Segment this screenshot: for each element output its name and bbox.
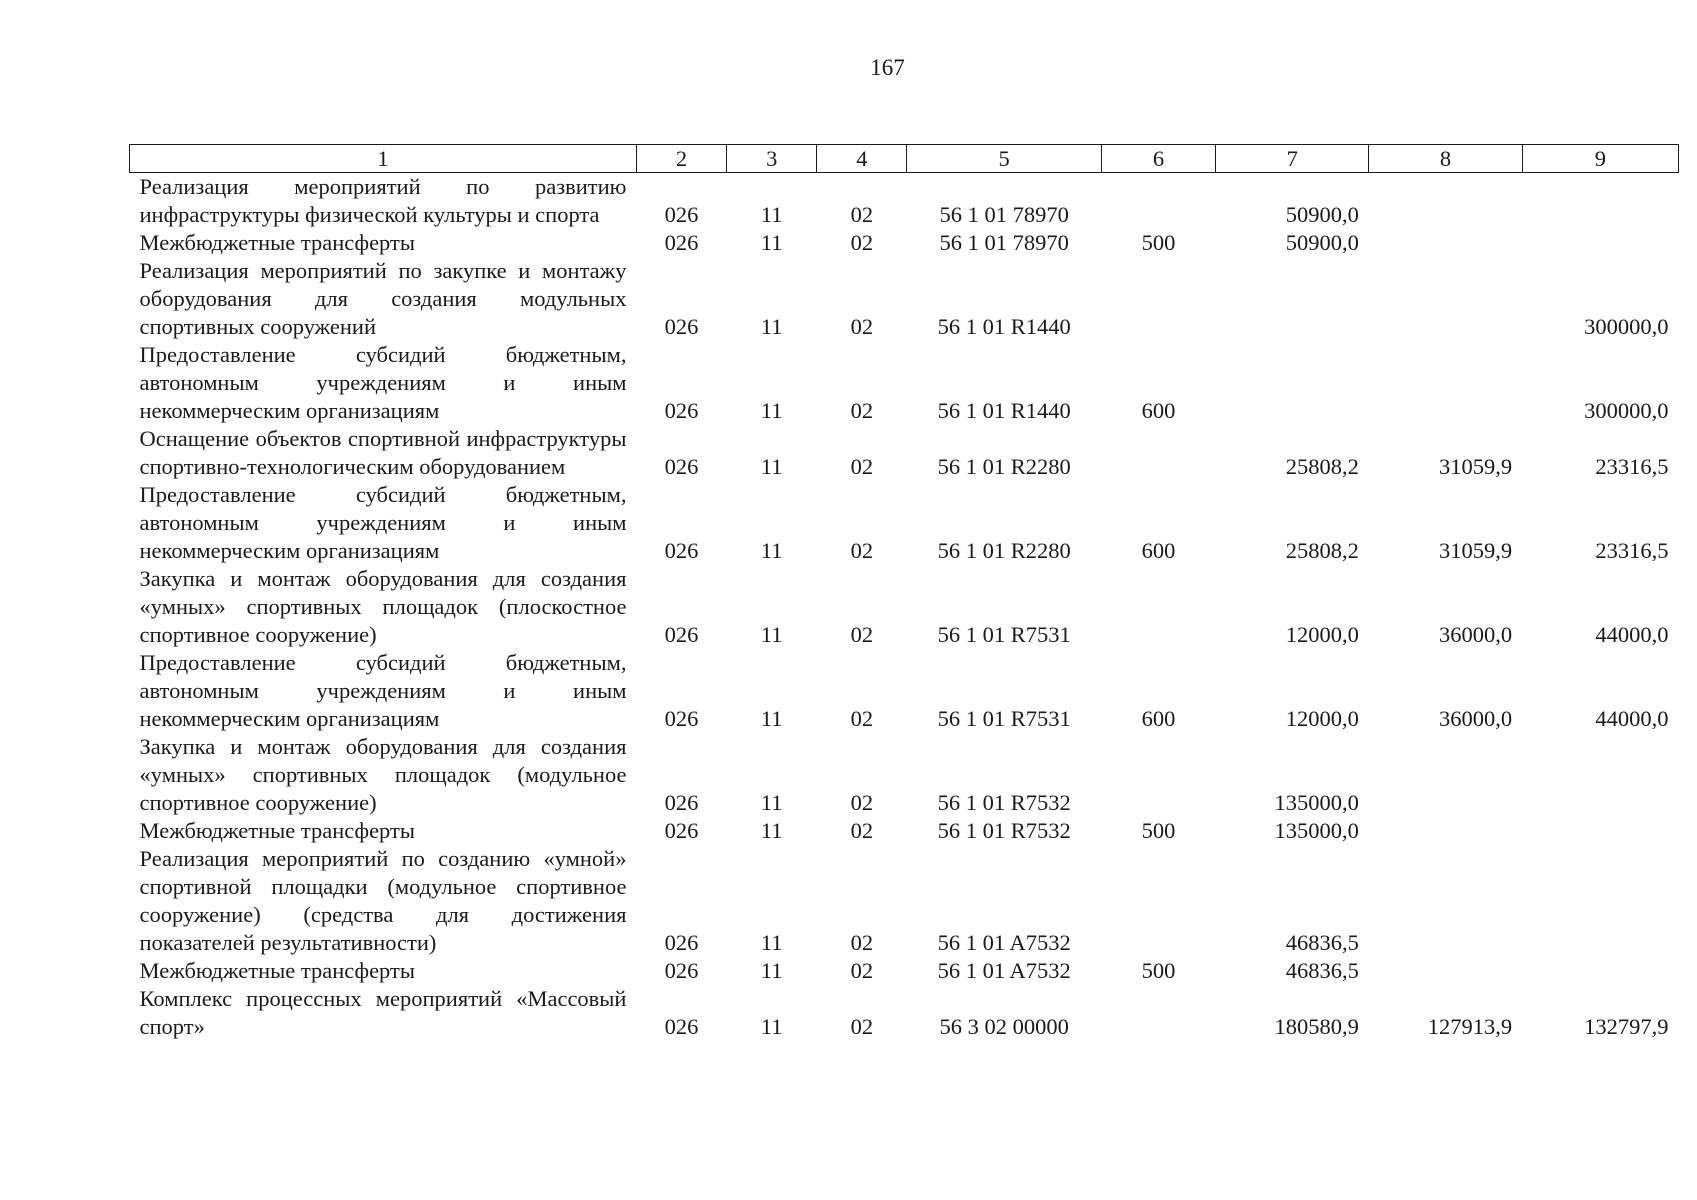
cell-col-8 xyxy=(1369,341,1522,425)
cell-col-3: 11 xyxy=(760,202,783,227)
cell-col-2: 026 xyxy=(664,454,699,479)
cell-col-4: 02 xyxy=(850,1014,874,1039)
cell-col-4: 02 xyxy=(850,818,874,843)
cell-col-5: 56 1 01 A7532 xyxy=(937,958,1071,983)
cell-col-6 xyxy=(1101,425,1215,481)
row-name: Комплекс процессных мероприятий «Массовый спорт» xyxy=(139,986,627,1039)
cell-col-4: 02 xyxy=(850,538,874,563)
table-row xyxy=(130,425,1679,481)
table-row xyxy=(130,257,1679,341)
table-body xyxy=(130,173,1679,1042)
cell-col-9: 300000,0 xyxy=(1584,314,1669,339)
cell-col-3: 11 xyxy=(760,790,783,815)
cell-col-8: 36000,0 xyxy=(1439,706,1513,731)
cell-col-6: 600 xyxy=(1141,538,1176,563)
cell-col-5: 56 1 01 78970 xyxy=(939,202,1069,227)
cell-col-8 xyxy=(1369,817,1522,845)
cell-col-6 xyxy=(1101,257,1215,341)
cell-col-3: 11 xyxy=(760,622,783,647)
cell-col-4: 02 xyxy=(850,454,874,479)
cell-col-7: 46836,5 xyxy=(1285,958,1359,983)
cell-col-3: 11 xyxy=(760,314,783,339)
cell-col-8: 31059,9 xyxy=(1439,454,1513,479)
cell-col-7: 12000,0 xyxy=(1285,622,1359,647)
table-row xyxy=(130,985,1679,1041)
cell-col-3: 11 xyxy=(760,958,783,983)
cell-col-7: 135000,0 xyxy=(1274,818,1359,843)
cell-col-7: 180580,9 xyxy=(1274,1014,1359,1039)
cell-col-5: 56 1 01 78970 xyxy=(939,230,1069,255)
cell-col-6: 600 xyxy=(1141,706,1176,731)
cell-col-3: 11 xyxy=(760,1014,783,1039)
column-header-6: 6 xyxy=(1101,145,1215,173)
cell-col-5: 56 1 01 R1440 xyxy=(937,398,1071,423)
cell-col-5: 56 1 01 R2280 xyxy=(937,538,1071,563)
cell-col-8 xyxy=(1369,257,1522,341)
cell-col-6 xyxy=(1101,985,1215,1041)
cell-col-8 xyxy=(1369,173,1522,230)
cell-col-2: 026 xyxy=(664,230,699,255)
cell-col-6 xyxy=(1101,845,1215,957)
column-header-5: 5 xyxy=(907,145,1101,173)
cell-col-2: 026 xyxy=(664,1014,699,1039)
cell-col-2: 026 xyxy=(664,202,699,227)
cell-col-2: 026 xyxy=(664,622,699,647)
cell-col-8 xyxy=(1369,957,1522,985)
cell-col-7 xyxy=(1216,257,1369,341)
row-name: Предоставление субсидий бюджетным, автономным учреждениям и иным некоммерческим организациям xyxy=(139,650,627,731)
column-header-1: 1 xyxy=(130,145,637,173)
cell-col-4: 02 xyxy=(850,930,874,955)
header-row xyxy=(130,145,1679,173)
table-row xyxy=(130,649,1679,733)
cell-col-5: 56 1 01 R7532 xyxy=(937,818,1071,843)
cell-col-4: 02 xyxy=(850,622,874,647)
table-row xyxy=(130,173,1679,230)
cell-col-7: 12000,0 xyxy=(1285,706,1359,731)
cell-col-6: 500 xyxy=(1141,958,1176,983)
cell-col-7: 46836,5 xyxy=(1285,930,1359,955)
row-name: Межбюджетные трансферты xyxy=(139,958,415,983)
cell-col-9 xyxy=(1522,229,1678,257)
cell-col-5: 56 1 01 R2280 xyxy=(937,454,1071,479)
cell-col-8: 36000,0 xyxy=(1439,622,1513,647)
cell-col-4: 02 xyxy=(850,790,874,815)
budget-table xyxy=(129,144,1679,1041)
table-row xyxy=(130,817,1679,845)
cell-col-8 xyxy=(1369,229,1522,257)
row-name: Предоставление субсидий бюджетным, автономным учреждениям и иным некоммерческим организациям xyxy=(139,482,627,563)
cell-col-2: 026 xyxy=(664,706,699,731)
column-header-7: 7 xyxy=(1216,145,1369,173)
cell-col-7 xyxy=(1216,341,1369,425)
cell-col-6: 500 xyxy=(1141,230,1176,255)
page-number: 167 xyxy=(870,55,905,80)
cell-col-8: 127913,9 xyxy=(1427,1014,1513,1039)
table-row xyxy=(130,341,1679,425)
row-name: Межбюджетные трансферты xyxy=(139,230,415,255)
cell-col-3: 11 xyxy=(760,454,783,479)
cell-col-7: 50900,0 xyxy=(1285,202,1359,227)
cell-col-2: 026 xyxy=(664,790,699,815)
cell-col-7: 135000,0 xyxy=(1274,790,1359,815)
cell-col-9 xyxy=(1522,957,1678,985)
cell-col-5: 56 1 01 R1440 xyxy=(937,314,1071,339)
cell-col-4: 02 xyxy=(850,398,874,423)
cell-col-9: 23316,5 xyxy=(1595,454,1669,479)
row-name: Предоставление субсидий бюджетным, автономным учреждениям и иным некоммерческим организациям xyxy=(139,342,627,423)
cell-col-8 xyxy=(1369,733,1522,817)
cell-col-2: 026 xyxy=(664,398,699,423)
cell-col-6 xyxy=(1101,565,1215,649)
table-row xyxy=(130,733,1679,817)
column-header-8: 8 xyxy=(1369,145,1522,173)
cell-col-3: 11 xyxy=(760,398,783,423)
row-name: Межбюджетные трансферты xyxy=(139,818,415,843)
cell-col-3: 11 xyxy=(760,230,783,255)
row-name: Оснащение объектов спортивной инфраструктуры спортивно-технологическим оборудованием xyxy=(139,426,627,479)
cell-col-3: 11 xyxy=(760,930,783,955)
row-name: Реализация мероприятий по закупке и монтажу оборудования для создания модульных спортивных сооружений xyxy=(139,258,627,339)
row-name: Реализация мероприятий по созданию «умной» спортивной площадки (модульное спортивное сооружение) (средства для достижения показателей результативности) xyxy=(139,846,627,955)
table-row xyxy=(130,229,1679,257)
cell-col-2: 026 xyxy=(664,930,699,955)
cell-col-5: 56 1 01 A7532 xyxy=(937,930,1071,955)
cell-col-5: 56 1 01 R7531 xyxy=(937,706,1071,731)
cell-col-9 xyxy=(1522,173,1678,230)
cell-col-9: 23316,5 xyxy=(1595,538,1669,563)
cell-col-4: 02 xyxy=(850,958,874,983)
cell-col-9 xyxy=(1522,733,1678,817)
cell-col-4: 02 xyxy=(850,202,874,227)
cell-col-3: 11 xyxy=(760,706,783,731)
cell-col-2: 026 xyxy=(664,314,699,339)
cell-col-3: 11 xyxy=(760,538,783,563)
cell-col-9: 44000,0 xyxy=(1595,622,1669,647)
cell-col-7: 25808,2 xyxy=(1285,454,1359,479)
column-header-2: 2 xyxy=(636,145,726,173)
cell-col-9: 44000,0 xyxy=(1595,706,1669,731)
cell-col-8: 31059,9 xyxy=(1439,538,1513,563)
row-name: Закупка и монтаж оборудования для создания «умных» спортивных площадок (плоскостное спортивное сооружение) xyxy=(139,566,627,647)
cell-col-7: 50900,0 xyxy=(1285,230,1359,255)
table-row xyxy=(130,565,1679,649)
cell-col-6: 500 xyxy=(1141,818,1176,843)
table-row xyxy=(130,481,1679,565)
cell-col-4: 02 xyxy=(850,706,874,731)
cell-col-2: 026 xyxy=(664,538,699,563)
cell-col-9: 300000,0 xyxy=(1584,398,1669,423)
cell-col-2: 026 xyxy=(664,818,699,843)
cell-col-9 xyxy=(1522,845,1678,957)
column-header-4: 4 xyxy=(817,145,907,173)
cell-col-5: 56 3 02 00000 xyxy=(939,1014,1069,1039)
table-header xyxy=(130,145,1679,173)
cell-col-5: 56 1 01 R7531 xyxy=(937,622,1071,647)
column-header-3: 3 xyxy=(727,145,817,173)
cell-col-2: 026 xyxy=(664,958,699,983)
cell-col-6: 600 xyxy=(1141,398,1176,423)
row-name: Реализация мероприятий по развитию инфраструктуры физической культуры и спорта xyxy=(139,174,627,227)
table-row xyxy=(130,845,1679,957)
cell-col-4: 02 xyxy=(850,314,874,339)
cell-col-9 xyxy=(1522,817,1678,845)
table-row xyxy=(130,957,1679,985)
cell-col-7: 25808,2 xyxy=(1285,538,1359,563)
cell-col-3: 11 xyxy=(760,818,783,843)
cell-col-4: 02 xyxy=(850,230,874,255)
cell-col-6 xyxy=(1101,733,1215,817)
cell-col-6 xyxy=(1101,173,1215,230)
column-header-9: 9 xyxy=(1522,145,1678,173)
cell-col-8 xyxy=(1369,845,1522,957)
cell-col-9: 132797,9 xyxy=(1584,1014,1669,1039)
row-name: Закупка и монтаж оборудования для создания «умных» спортивных площадок (модульное спортивное сооружение) xyxy=(139,734,627,815)
cell-col-5: 56 1 01 R7532 xyxy=(937,790,1071,815)
